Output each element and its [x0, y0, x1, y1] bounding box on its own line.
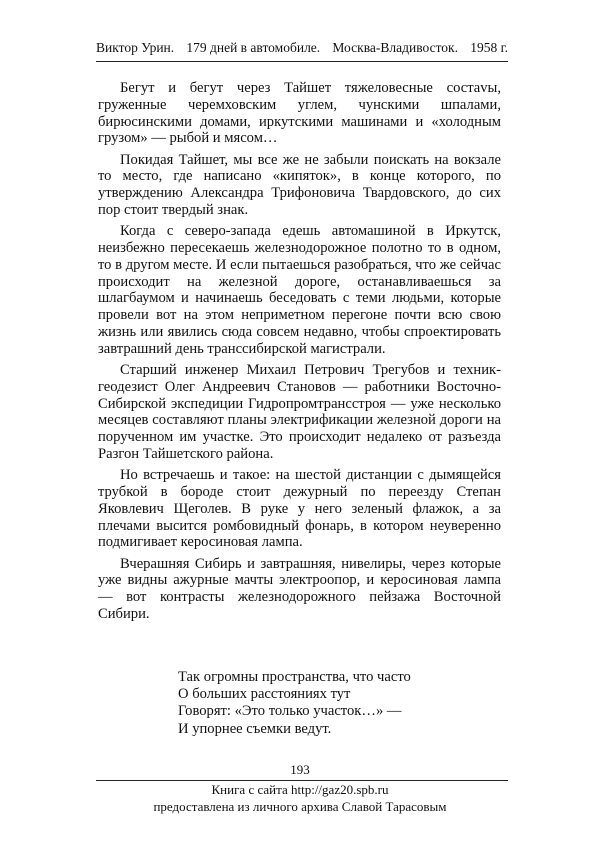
paragraph: Когда с северо-запада едешь автомашиной в Иркутск, неизбежно пересекаешь железнодорожное полотно то в одном, то в другом месте. И если пытаешься разобраться, что же сейчас происходит на железной дороге, останавливаешься за шлагбаумом и начинаешь беседовать с теми людьми, которые провели вот на этом неприметном перегоне почти всю свою жизнь или явились сюда совсем недавно, чтобы спроектировать завтрашний день транссибирской магистрали.: [98, 223, 501, 357]
poem-line: Говорят: «Это только участок…» —: [178, 703, 402, 720]
page-number: 193: [290, 762, 310, 777]
header-author: Виктор Урин.: [96, 40, 175, 55]
poem-line: Так огромны пространства, что часто: [178, 669, 411, 685]
footer-credit-line: предоставлена из личного архива Славой Тарасовым: [153, 798, 447, 814]
poem-quote: [178, 669, 458, 738]
paragraph: Старший инженер Михаил Петрович Трегубов и техник-геодезист Олег Андреевич Становов — работники Восточно-Сибирской экспедиции Гидропромтрансстроя — уже несколько месяцев составляют планы электрификации железной дороги на порученном им участке. Это происходит недалеко от разъезда Разгон Тайшетского района.: [98, 362, 501, 462]
header-year: 1958 г.: [470, 40, 508, 55]
paragraph: Но встречаешь и такое: на шестой дистанции с дымящейся трубкой в бороде стоит дежурный по переезду Степан Яковлевич Щеголев. В руке у него зеленый флажок, а за плечами высится ромбовидный фонарь, в котором неуверенно подмигивает керосиновая лампа.: [98, 467, 501, 551]
poem-line: И упорнее съемки ведут.: [178, 720, 332, 737]
header-divider: [96, 61, 508, 62]
paragraph: Покидая Тайшет, мы все же не забыли поискать на вокзале то место, где написано «кипяток», в конце которого, по утверждению Александра Трифоновича Твардовского, до сих пор стоит твердый знак.: [98, 151, 501, 218]
body-text: [98, 80, 501, 623]
paragraph: Бегут и бегут через Тайшет тяжеловесные состаvы, груженные черемховским углем, чунскими шпалами, бирюсинскими домами, иркутскими машинами и «холодным грузом» — рыбой и мясом…: [98, 80, 501, 147]
poem-line: О больших расстояниях тут: [178, 686, 351, 703]
running-header: [96, 40, 508, 56]
paragraph: Вчерашняя Сибирь и завтрашняя, нивелиры, через которые уже видны ажурные мачты электроопор, и керосиновая лампа — вот контрасты железнодорожного пейзажа Восточной Сибири.: [98, 555, 501, 622]
header-book-title: 179 дней в автомобиле.: [186, 40, 321, 55]
footer-divider: [96, 780, 508, 781]
footer: [0, 782, 600, 815]
header-route: Москва-Владивосток.: [332, 40, 458, 55]
footer-source-line: Книга с сайта http://gaz20.spb.ru: [211, 782, 389, 797]
